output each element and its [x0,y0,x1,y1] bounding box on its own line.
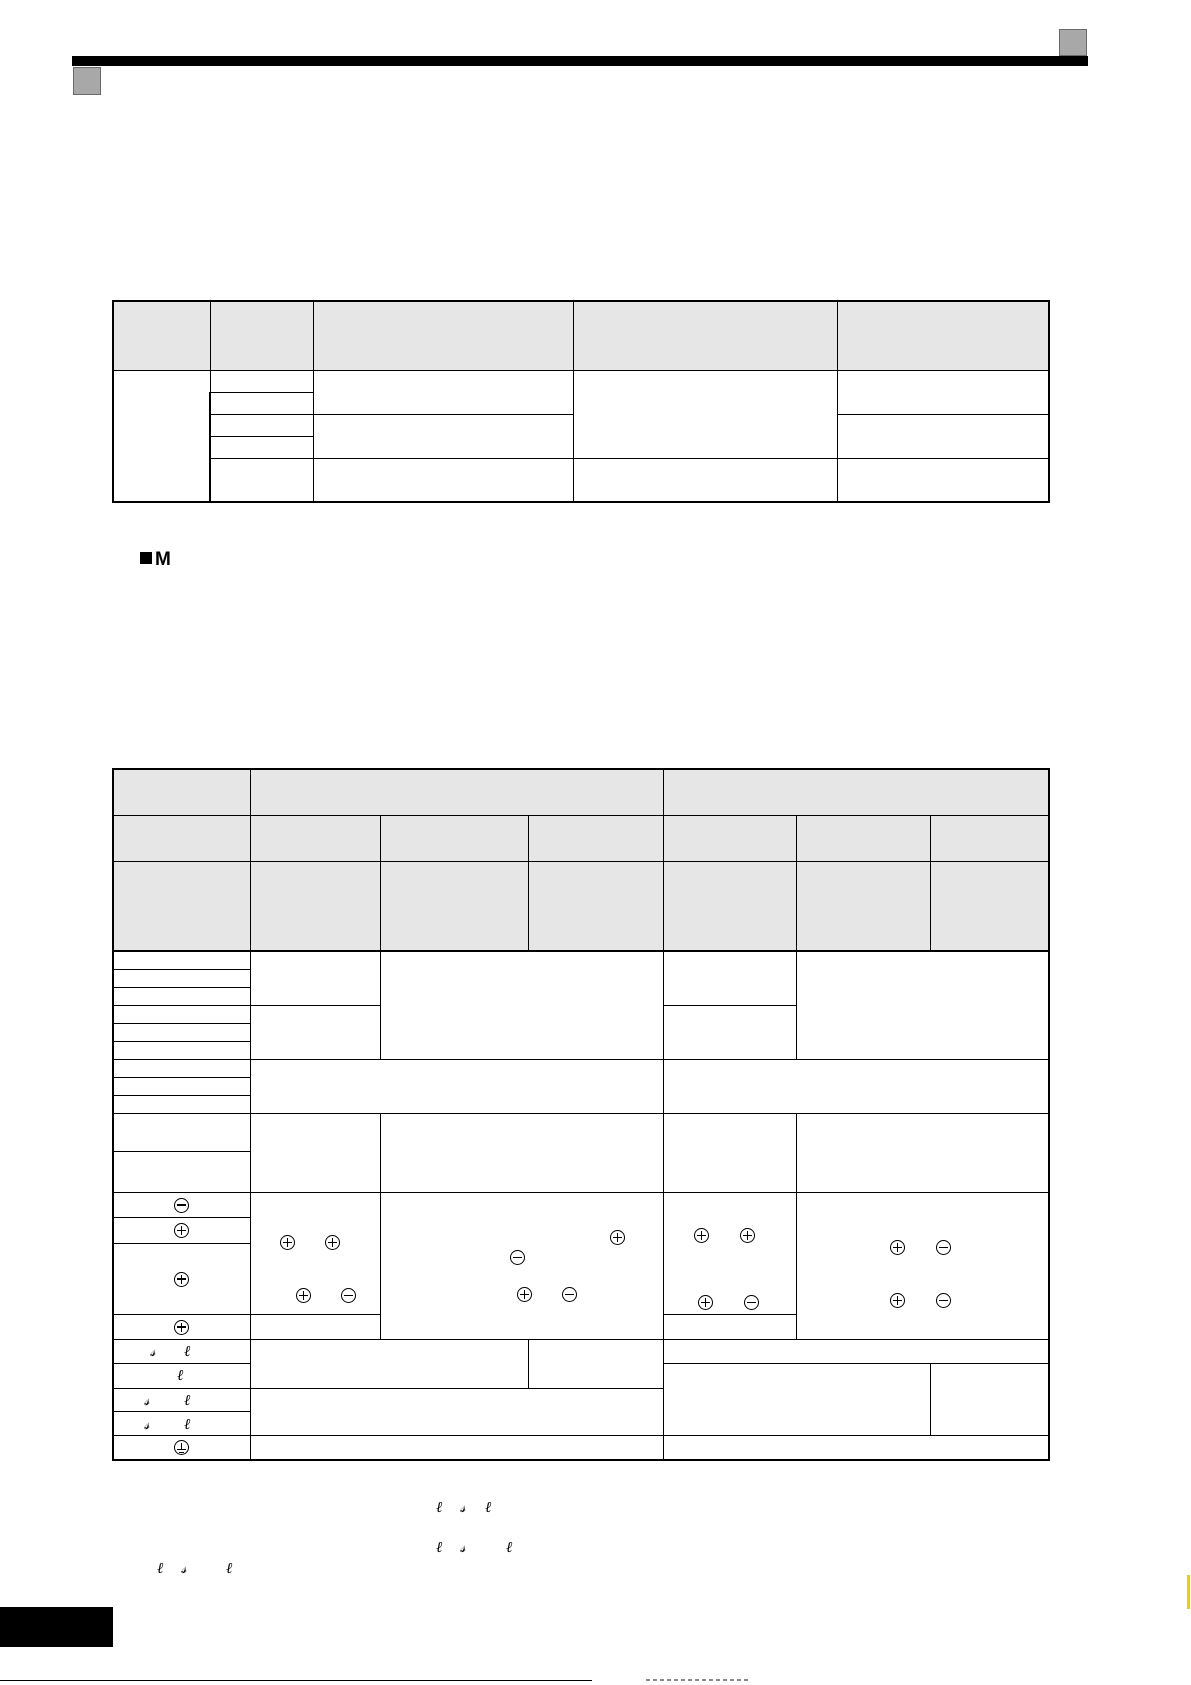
header-cell [528,815,663,861]
header-cell [663,815,796,861]
header-cell [250,815,380,861]
header-cell [250,769,663,815]
header-cell [113,769,250,815]
table-cell [250,1339,528,1388]
stroke-glyph-icon: 𝓈 [144,1391,150,1409]
table-cell [113,1023,250,1041]
table-cell [113,969,250,987]
table-cell [113,1314,250,1339]
cell-glyph: ℓ [177,1366,184,1384]
header-cell [930,861,1049,951]
plus-terminal-icon [174,1223,189,1238]
table-cell [663,951,796,1005]
table-cell [250,1314,380,1339]
edge-mark [1187,1575,1190,1609]
table-cell [113,1217,250,1243]
table-row [113,370,1049,392]
table-cell [313,458,573,502]
header-cell [210,301,313,370]
table-cell [113,1435,250,1460]
header-cell [573,301,837,370]
table-cell [528,1339,663,1388]
header-cell [113,815,250,861]
table-cell [210,458,313,502]
footnote-glyph: ℓ [436,1498,443,1516]
chapter-marker [73,67,101,95]
table-row [113,458,1049,502]
table-cell [113,1243,250,1314]
plus-terminal-icon [740,1228,755,1243]
plus-terminal-icon [325,1235,340,1250]
terminal-table [112,768,1050,1461]
table-row [113,1192,1049,1217]
table-cell [250,1435,663,1460]
table-header-row [113,769,1049,815]
table-cell [796,1192,1049,1339]
table-cell [313,370,573,414]
table-cell [113,1059,250,1077]
header-cell [663,861,796,951]
table-cell [113,1192,250,1217]
minus-terminal-icon [510,1250,525,1265]
footnote-glyph: ℓ [506,1538,513,1556]
table-cell [210,414,313,436]
footer-scan-mark [646,1679,750,1681]
cell-glyph: ℓ [184,1342,191,1360]
table-cell [113,1095,250,1113]
table-cell [250,1113,380,1192]
header-cell [113,301,210,370]
table-cell [380,951,663,1059]
table-header-row [113,815,1049,861]
minus-terminal-icon [744,1295,759,1310]
table-cell [663,1005,796,1059]
table-row [113,1435,1049,1460]
table-cell [663,1314,796,1339]
minus-terminal-icon [936,1293,951,1308]
upper-table [112,300,1050,503]
table-cell [250,1388,663,1435]
table-row [113,1339,1049,1363]
table-cell [313,414,573,458]
minus-terminal-icon [936,1240,951,1255]
header-cell [380,861,528,951]
section-heading: M [140,549,172,571]
page-number-tab [0,1607,113,1647]
table-cell [113,1388,250,1411]
plus-terminal-icon [517,1287,532,1302]
heading-bullet-icon [140,552,152,564]
plus-terminal-icon [890,1240,905,1255]
table-cell [113,1411,250,1435]
table-row [113,1113,1049,1151]
table-cell [663,1192,796,1314]
table-cell [113,370,210,502]
header-cell [663,769,1049,815]
plus-terminal-icon [174,1272,189,1287]
table-cell [663,1059,1049,1113]
table-cell [210,436,313,458]
cell-glyph: ℓ [184,1391,191,1409]
table-row [113,951,1049,969]
table-cell [380,1192,663,1339]
footer-rule [0,1680,592,1681]
table-cell [250,1192,380,1314]
footnote-glyph: ℓ [226,1559,233,1577]
header-cell [528,861,663,951]
header-cell [380,815,528,861]
table-cell [663,1339,1049,1363]
table-cell [113,1005,250,1023]
table-cell [113,951,250,969]
table-cell [250,951,380,1005]
table-cell [250,1005,380,1059]
table-cell [837,370,1049,414]
table-header-row [113,861,1049,951]
plus-terminal-icon [280,1235,295,1250]
table-cell [250,1059,663,1113]
plus-terminal-icon [694,1228,709,1243]
header-cell [113,861,250,951]
plus-terminal-icon [698,1295,713,1310]
minus-terminal-icon [341,1288,356,1303]
table-header-row [113,301,1049,370]
table-cell [796,1113,1049,1192]
header-marker [1059,29,1087,56]
stroke-glyph-icon: 𝓈 [150,1342,156,1360]
header-cell [796,815,930,861]
plus-terminal-icon [610,1230,625,1245]
table-cell [837,458,1049,502]
footnote-glyph: ℓ [436,1538,443,1556]
table-cell [796,951,1049,1059]
header-cell [313,301,573,370]
table-cell [113,1339,250,1363]
table-cell [380,1113,663,1192]
minus-terminal-icon [174,1198,189,1213]
plus-terminal-icon [890,1293,905,1308]
cell-glyph: ℓ [184,1415,191,1433]
table-cell [663,1113,796,1192]
table-cell [113,1077,250,1095]
header-cell [250,861,380,951]
ground-icon [174,1440,189,1455]
table-cell [210,392,313,414]
table-cell [210,370,313,392]
header-rule [72,56,1088,66]
header-cell [837,301,1049,370]
stroke-glyph-icon: 𝓈 [144,1415,150,1433]
stroke-glyph-icon: 𝓈 [460,1498,466,1516]
plus-terminal-icon [174,1320,189,1335]
stroke-glyph-icon: 𝓈 [460,1538,466,1556]
table-cell [573,458,837,502]
table-cell [113,1113,250,1151]
table-row [113,1059,1049,1077]
table-cell [113,987,250,1005]
table-cell [663,1435,1049,1460]
footnote-glyph: ℓ [157,1559,164,1577]
footnote-glyph: ℓ [485,1498,492,1516]
table-cell [930,1363,1049,1435]
plus-terminal-icon [296,1288,311,1303]
table-cell [113,1041,250,1059]
table-cell [837,414,1049,458]
header-cell [796,861,930,951]
table-cell [113,1151,250,1192]
stroke-glyph-icon: 𝓈 [181,1559,187,1577]
header-cell [930,815,1049,861]
table-cell [663,1363,930,1435]
minus-terminal-icon [562,1287,577,1302]
table-cell [573,370,837,458]
